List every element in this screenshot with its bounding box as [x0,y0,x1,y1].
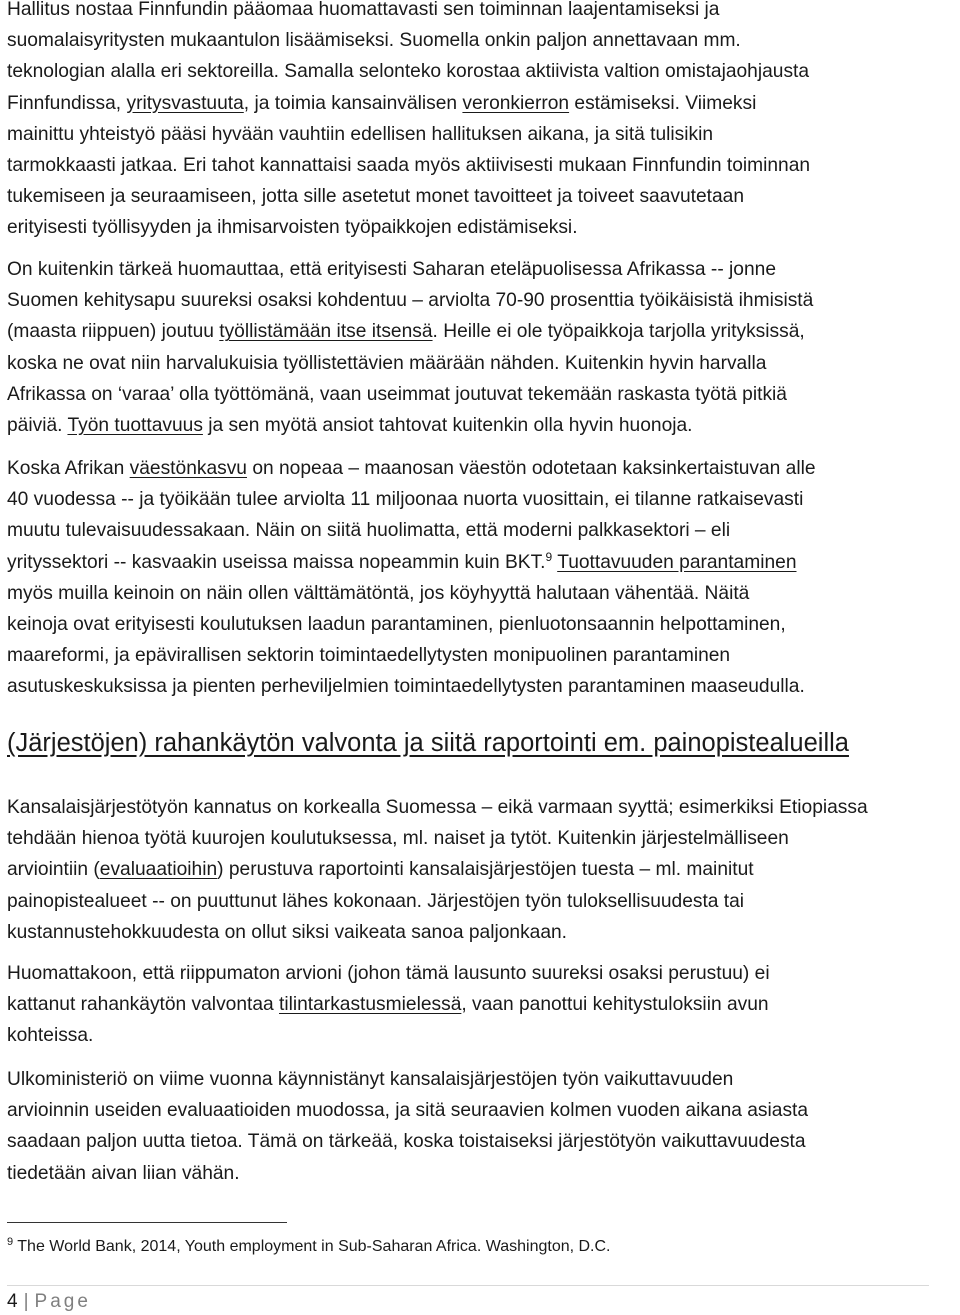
paragraph-finnfund: Hallitus nostaa Finnfundin pääomaa huomattavasti sen toiminnan laajentamiseksi ja suomalaisyritysten mukaantulon lisäämiseksi. Suomella onkin paljon annettavaan mm. teknologian alalla eri sektoreilla. Samalla selonteko korostaa aktiivista valtion omistajaohjausta Finnfundissa, yritysvastuuta, ja toimia kansainvälisen veronkierron estämiseksi. Viimeksi mainittu yhteistyö pääsi hyvään vauhtiin edellisen hallituksen aikana, ja sitä tulisikin tarmokkaasti jatkaa. Eri tahot kannattaisi saada myös aktiivisesti mukaan Finnfundin toiminnan tukemiseen ja seuraamiseen, jotta sille asetetut monet tavoitteet ja toiveet saavutetaan erityisesti työllisyyden ja ihmisarvoisten työpaikkojen edistämiseksi. [7,0,811,239]
page-number: 4 [7,1291,18,1312]
page-footer [7,1290,91,1314]
paragraph-civil-society-support: Kansalaisjärjestötyön kannatus on korkealla Suomessa – eikä varmaan syyttä; esimerkiksi Etiopiassa tehdään hienoa työtä kuurojen koulutuksessa, ml. naiset ja tytöt. Kuitenkin järjestelmälliseen arviointiin (evaluaatioihin) perustuva raportointi kansalaisjärjestöjen tuesta – ml. mainitut painopistealueet -- on puuttunut lähes kokonaan. Järjestöjen työn tuloksellisuudesta tai kustannustehokkuudesta on ollut siksi vaikeata sanoa paljonkaan. [7,797,868,943]
footnote-reference: 9 [545,549,553,564]
underlined-term: Työn tuottavuus [67,415,203,437]
section-heading: (Järjestöjen) rahankäytön valvonta ja siitä raportointi em. painopistealueilla [7,729,849,757]
paragraph-population-growth: Koska Afrikan väestönkasvu on nopeaa – maanosan väestön odotetaan kaksinkertaistuvan alle 40 vuodessa -- ja työikään tulee arviolta 11 miljoonaa nuorta vuosittain, ei tilanne ratkaisevasti muutu tulevaisuudessakaan. Näin on siitä huolimatta, että moderni palkkasektori – eli yrityssektori -- kasvaakin useissa maissa nopeammin kuin BKT.$^9$ Tuottavuuden parantaminen myös muilla keinoin on näin ollen välttämätöntä, jos köyhyyttä halutaan vähentää. Näitä keinoja ovat erityisesti koulutuksen laadun parantaminen, pienluotonsaannin helpottaminen, maareformi, ja epävirallisen sektorin toimintaedellytysten monipuolinen parantaminen asutuskeskuksissa ja pienten perheviljelmien toimintaedellytysten parantaminen maaseudulla. [7,458,816,698]
footer-separator: | [23,1291,29,1312]
underlined-term: työllistämään itse itsensä [219,321,433,343]
footnote-text: The World Bank, 2014, Youth employment in Sub-Saharan Africa. Washington, D.C. [17,1238,611,1255]
footnote [7,1236,611,1258]
footer-divider [7,1285,929,1286]
paragraph-ministry-evaluations: Ulkoministeriö on viime vuonna käynnistänyt kansalaisjärjestöjen työn vaikuttavuuden arvioinnin useiden evaluaatioiden muodossa, ja sitä seuraavien kolmen vuoden aikana asiasta saadaan paljon uutta tietoa. Tämä on tärkeää, koska toistaiseksi järjestötyön vaikuttavuudesta tiedetään aivan liian vähän. [7,1069,809,1184]
underlined-term: tilintarkastusmielessä [279,994,462,1016]
paragraph-sub-saharan-employment: On kuitenkin tärkeä huomauttaa, että erityisesti Saharan eteläpuolisessa Afrikassa -- jonne Suomen kehitysapu suureksi osaksi kohdentuu – arviolta 70-90 prosenttia työikäisistä ihmisistä (maasta riippuen) joutuu työllistämään itse itsensä. Heille ei ole työpaikkoja tarjolla yrityksissä, koska ne ovat niin harvalukuisia työllistettävien määrään nähden. Kuitenkin hyvin harvalla Afrikassa on ‘varaa’ olla työttömänä, vaan useimmat joutuvat tekemään raskasta työtä pitkiä päiviä. Työn tuottavuus ja sen myötä ansiot tahtovat kuitenkin olla hyvin huonoja. [7,259,814,437]
footnote-marker: 9 [7,1236,14,1248]
paragraph-independent-evaluation: Huomattakoon, että riippumaton arvioni (johon tämä lausunto suureksi osaksi perustuu) ei kattanut rahankäytön valvontaa tilintarkastusmielessä, vaan panottui kehitystuloksiin avun kohteissa. [7,963,770,1047]
underlined-term: yritysvastuuta [126,92,244,114]
footnote-divider [7,1222,287,1223]
underlined-term: väestönkasvu [129,458,247,479]
underlined-term: veronkierron [462,92,570,114]
page-label: Page [34,1291,91,1312]
underlined-term: evaluaatioihin [99,859,218,881]
underlined-term: Tuottavuuden parantaminen [557,551,797,573]
